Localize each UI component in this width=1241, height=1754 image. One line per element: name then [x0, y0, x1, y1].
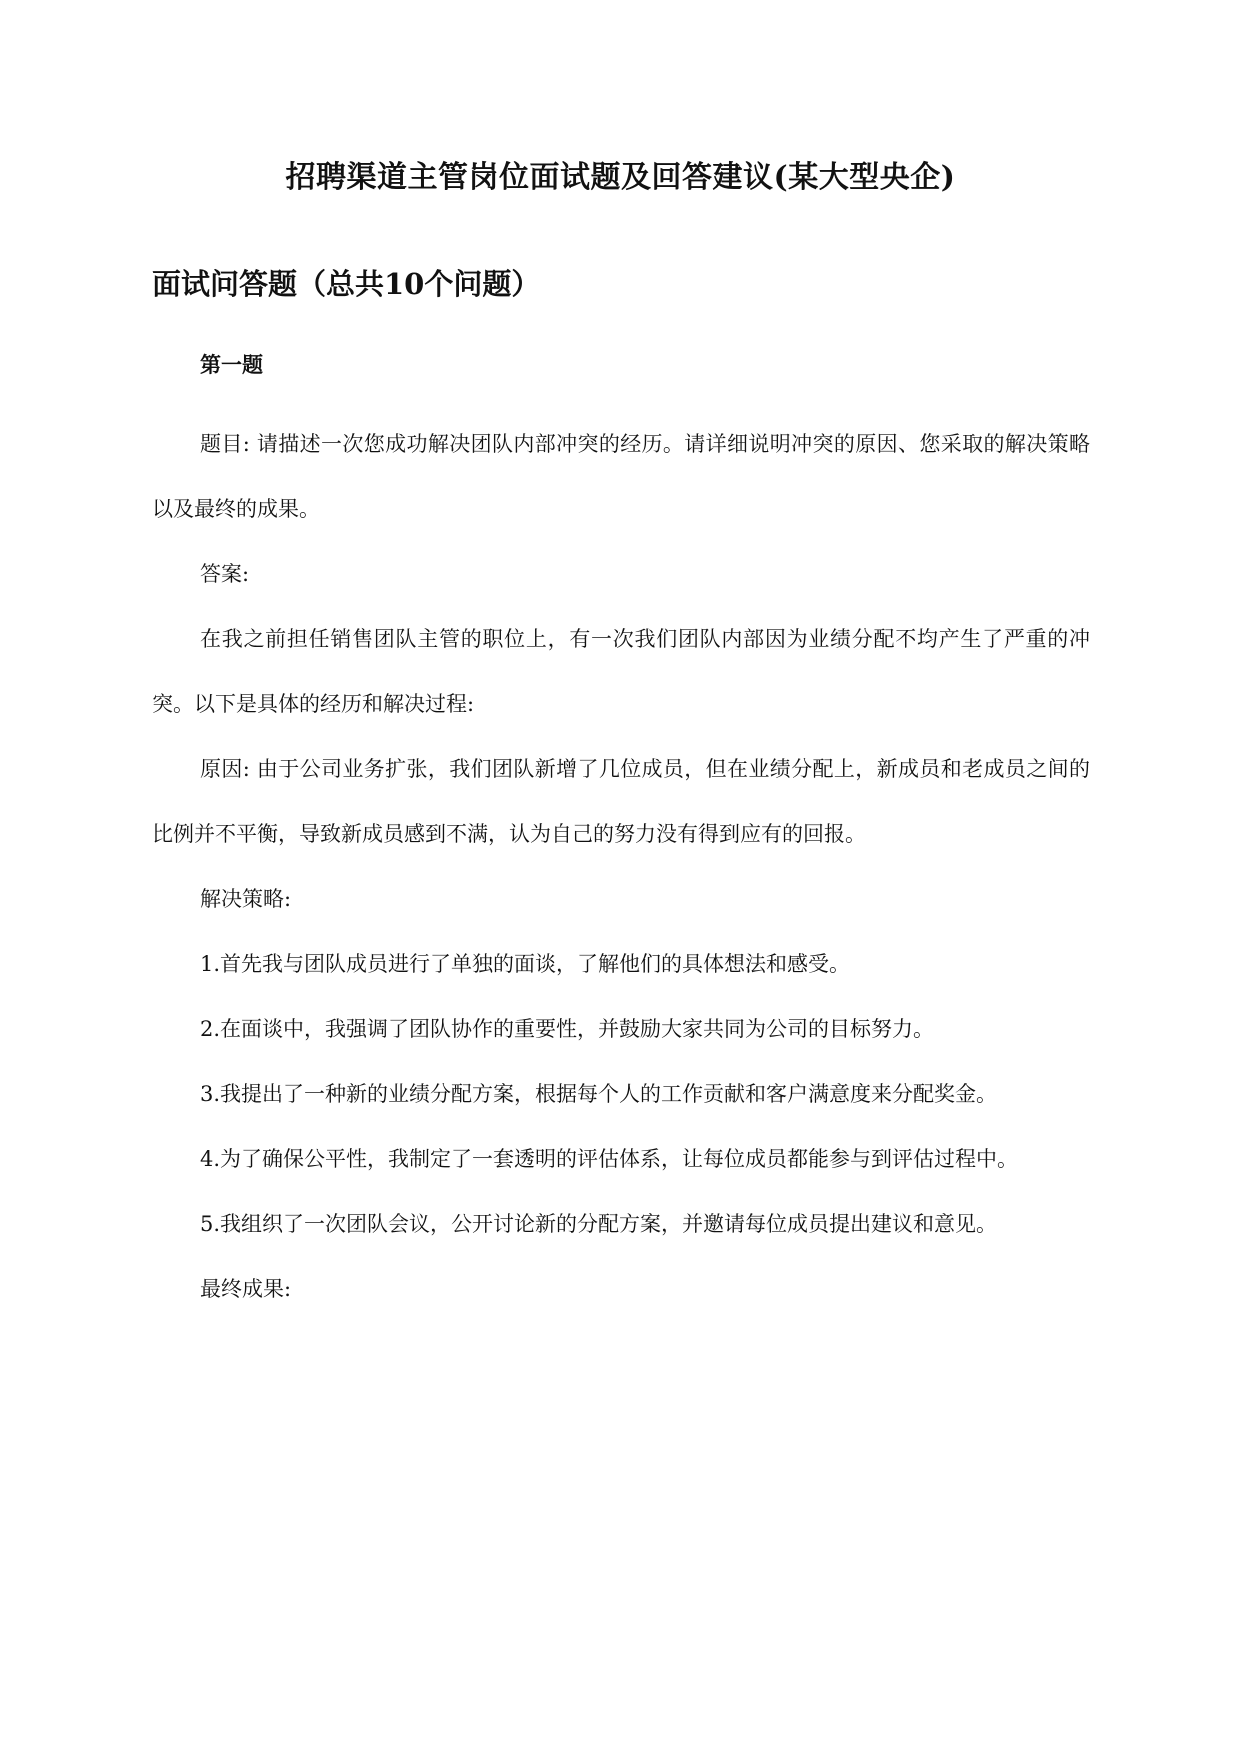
section-heading: 面试问答题（总共10个问题） [152, 267, 541, 301]
strategy-label: 解决策略: [200, 887, 292, 911]
document-title: 招聘渠道主管岗位面试题及回答建议(某大型央企) [285, 160, 956, 195]
strategy-item-5: 5.我组织了一次团队会议，公开讨论新的分配方案，并邀请每位成员提出建议和意见。 [200, 1212, 998, 1236]
cause-paragraph: 原因: 由于公司业务扩张，我们团队新增了几位成员，但在业绩分配上，新成员和老成员之间的比例并不平衡，导致新成员感到不满，认为自己的努力没有得到应有的回报。 [152, 757, 1090, 846]
result-label: 最终成果: [200, 1277, 292, 1301]
document-body [152, 412, 1090, 1322]
answer-intro: 在我之前担任销售团队主管的职位上，有一次我们团队内部因为业绩分配不均产生了严重的冲突。以下是具体的经历和解决过程: [152, 627, 1090, 716]
strategy-item-2: 2.在面谈中，我强调了团队协作的重要性，并鼓励大家共同为公司的目标努力。 [200, 1017, 935, 1041]
question-heading: 第一题 [200, 352, 263, 377]
strategy-item-3: 3.我提出了一种新的业绩分配方案，根据每个人的工作贡献和客户满意度来分配奖金。 [200, 1082, 998, 1106]
strategy-item-4: 4.为了确保公平性，我制定了一套透明的评估体系，让每位成员都能参与到评估过程中。 [200, 1147, 1019, 1171]
strategy-item-1: 1.首先我与团队成员进行了单独的面谈，了解他们的具体想法和感受。 [200, 952, 851, 976]
answer-label: 答案: [200, 562, 250, 586]
question-prompt: 题目: 请描述一次您成功解决团队内部冲突的经历。请详细说明冲突的原因、您采取的解决策略以及最终的成果。 [152, 432, 1090, 521]
